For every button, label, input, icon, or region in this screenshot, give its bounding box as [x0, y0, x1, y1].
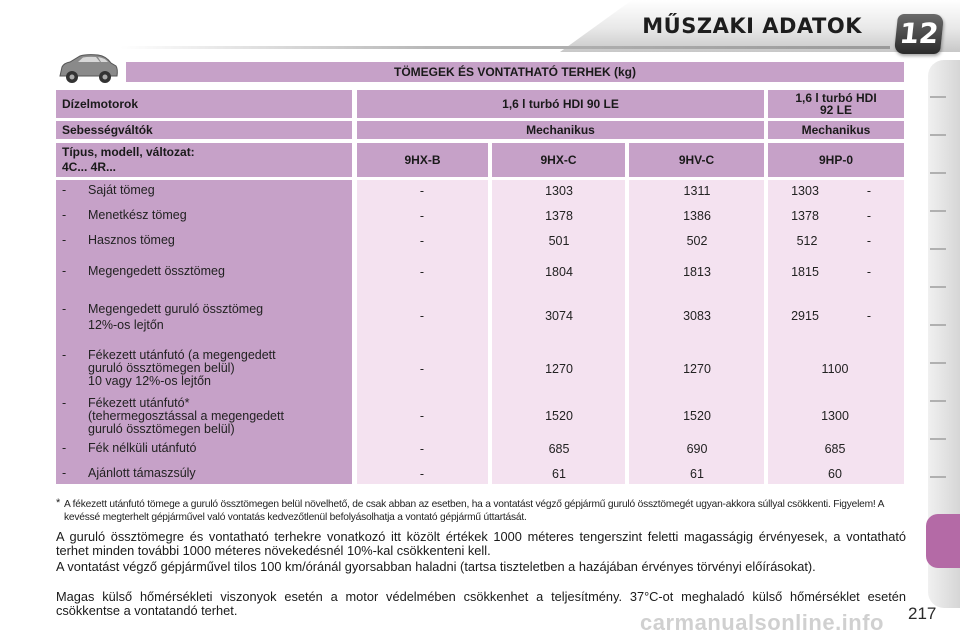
side-tab-marker[interactable]: [930, 438, 946, 440]
footnote: [56, 498, 906, 524]
table-cell: 1303: [791, 184, 819, 198]
table-cell: 1311: [683, 184, 711, 198]
body-paragraph: A guruló össztömegre és vontatható terhekre vonatkozó itt közölt értékek 1000 méteres tengerszint feletti magasságig érvényesek, a vontatható terhet minden további 1000 méteres növekedésnél 10%-kal csökkenteni kell.: [56, 529, 906, 558]
table-cell: 1520: [545, 409, 573, 423]
table-cell: 1303: [545, 184, 573, 198]
side-tab-marker[interactable]: [930, 248, 946, 250]
data-column: [357, 180, 488, 484]
table-cell: -: [866, 265, 872, 279]
table-cell: -: [419, 442, 425, 456]
table-cell: 2915: [791, 309, 819, 323]
row-label: Fékezett utánfutó (a megengedett guruló össztömegen belül) 10 vagy 12%-os lejtőn: [88, 348, 276, 388]
side-tab-marker[interactable]: [930, 210, 946, 212]
row-dash: -: [62, 348, 67, 362]
row-label: Megengedett össztömeg: [88, 264, 225, 278]
engine-label: Dízelmotorok: [56, 90, 352, 118]
table-cell: -: [419, 467, 425, 481]
side-tab-marker[interactable]: [930, 476, 946, 478]
table-cell: -: [419, 209, 425, 223]
table-cell: -: [419, 265, 425, 279]
table-cell: 1815: [791, 265, 819, 279]
table-cell: 1813: [683, 265, 711, 279]
car-icon: [56, 52, 120, 86]
table-cell: -: [866, 309, 872, 323]
row-dash: -: [62, 183, 67, 197]
type-label: Típus, modell, változat: 4C... 4R...: [56, 143, 352, 177]
gearbox-label: Sebességváltók: [56, 121, 352, 139]
body-paragraph: Magas külső hőmérsékleti viszonyok esetén a motor védelmében csökkenhet a teljesítmény. 37°C-ot meghaladó külső hőmérséklet esetén csökkentse a vontatandó terhet.: [56, 589, 906, 618]
row-dash: -: [62, 233, 67, 247]
data-column: [492, 180, 625, 484]
row-label: Menetkész tömeg: [88, 208, 187, 222]
gearbox-a: Mechanikus: [357, 121, 764, 139]
row-label: Hasznos tömeg: [88, 233, 175, 247]
row-dash: -: [62, 441, 67, 455]
row-label: Megengedett guruló össztömeg 12%-os lejtőn: [88, 302, 264, 332]
side-tab-marker[interactable]: [930, 286, 946, 288]
table-cell: 1300: [821, 409, 849, 423]
engine-b: 1,6 l turbó HDI 92 LE: [768, 90, 904, 118]
table-cell: -: [866, 209, 872, 223]
footnote-text: A fékezett utánfutó tömege a guruló össztömegen belül növelhető, de csak abban az esetben, ha a vontatást végző gépjármű guruló össztömegét ugyan-akkora súllyal csökkenti. Figyelem! A kevéssé megterhelt gépjárművel való vontatás kedvezőtlenül befolyásolhatja a vontató gépjármű úttartását.: [64, 499, 884, 523]
footnote-star: *: [56, 497, 61, 509]
table-cell: 1804: [545, 265, 573, 279]
table-title: TÖMEGEK ÉS VONTATHATÓ TERHEK (kg): [126, 62, 904, 82]
table-cell: 1100: [821, 362, 849, 376]
type-header: 9HX-C: [492, 143, 625, 177]
side-tab-active[interactable]: [926, 514, 960, 568]
type-header: 9HV-C: [629, 143, 764, 177]
watermark: carmanualsonline.info: [640, 610, 884, 635]
row-dash: -: [62, 302, 67, 316]
table-cell: 61: [552, 467, 566, 481]
table-cell: 1378: [791, 209, 819, 223]
table-cell: -: [419, 309, 425, 323]
row-dash: -: [62, 396, 67, 410]
body-paragraph: A vontatást végző gépjárművel tilos 100 km/óránál gyorsabban haladni (tartsa tiszteletben a hazájában érvényes törvényi előírásokat).: [56, 559, 816, 574]
side-tab-marker[interactable]: [930, 400, 946, 402]
table-cell: 502: [686, 234, 708, 248]
table-cell: 685: [824, 442, 846, 456]
table-cell: 61: [690, 467, 704, 481]
row-label: Saját tömeg: [88, 183, 155, 197]
side-tab-marker[interactable]: [930, 134, 946, 136]
table-cell: -: [419, 234, 425, 248]
table-cell: 1270: [545, 362, 573, 376]
table-cell: 685: [548, 442, 570, 456]
table-cell: 501: [548, 234, 570, 248]
side-tab-marker[interactable]: [930, 172, 946, 174]
table-cell: 3074: [545, 309, 573, 323]
side-tab-marker[interactable]: [930, 362, 946, 364]
data-column: [629, 180, 764, 484]
table-cell: -: [866, 184, 872, 198]
side-tab-marker[interactable]: [930, 324, 946, 326]
row-label: Fék nélküli utánfutó: [88, 441, 197, 455]
table-cell: 512: [796, 234, 818, 248]
table-cell: 1386: [683, 209, 711, 223]
table-cell: -: [866, 234, 872, 248]
table-cell: 690: [686, 442, 708, 456]
table-cell: -: [419, 409, 425, 423]
table-cell: -: [419, 184, 425, 198]
row-dash: -: [62, 466, 67, 480]
row-label: Ajánlott támaszsúly: [88, 466, 196, 480]
data-column: [768, 180, 904, 484]
side-tab-marker[interactable]: [930, 96, 946, 98]
table-cell: 1520: [683, 409, 711, 423]
table-cell: 60: [828, 467, 842, 481]
page-number: 217: [908, 604, 937, 623]
type-header: 9HP-0: [768, 143, 904, 177]
chapter-badge: 12: [894, 14, 944, 54]
table-cell: 3083: [683, 309, 711, 323]
table-cell: 1270: [683, 362, 711, 376]
gearbox-b: Mechanikus: [768, 121, 904, 139]
table-cell: -: [419, 362, 425, 376]
row-dash: -: [62, 264, 67, 278]
header-rule: [120, 46, 890, 49]
page-title: MŰSZAKI ADATOK: [642, 14, 862, 38]
row-dash: -: [62, 208, 67, 222]
row-label: Fékezett utánfutó* (tehermegosztással a megengedett guruló össztömegen belül): [88, 396, 284, 436]
type-header: 9HX-B: [357, 143, 488, 177]
table-cell: 1378: [545, 209, 573, 223]
engine-a: 1,6 l turbó HDI 90 LE: [357, 90, 764, 118]
